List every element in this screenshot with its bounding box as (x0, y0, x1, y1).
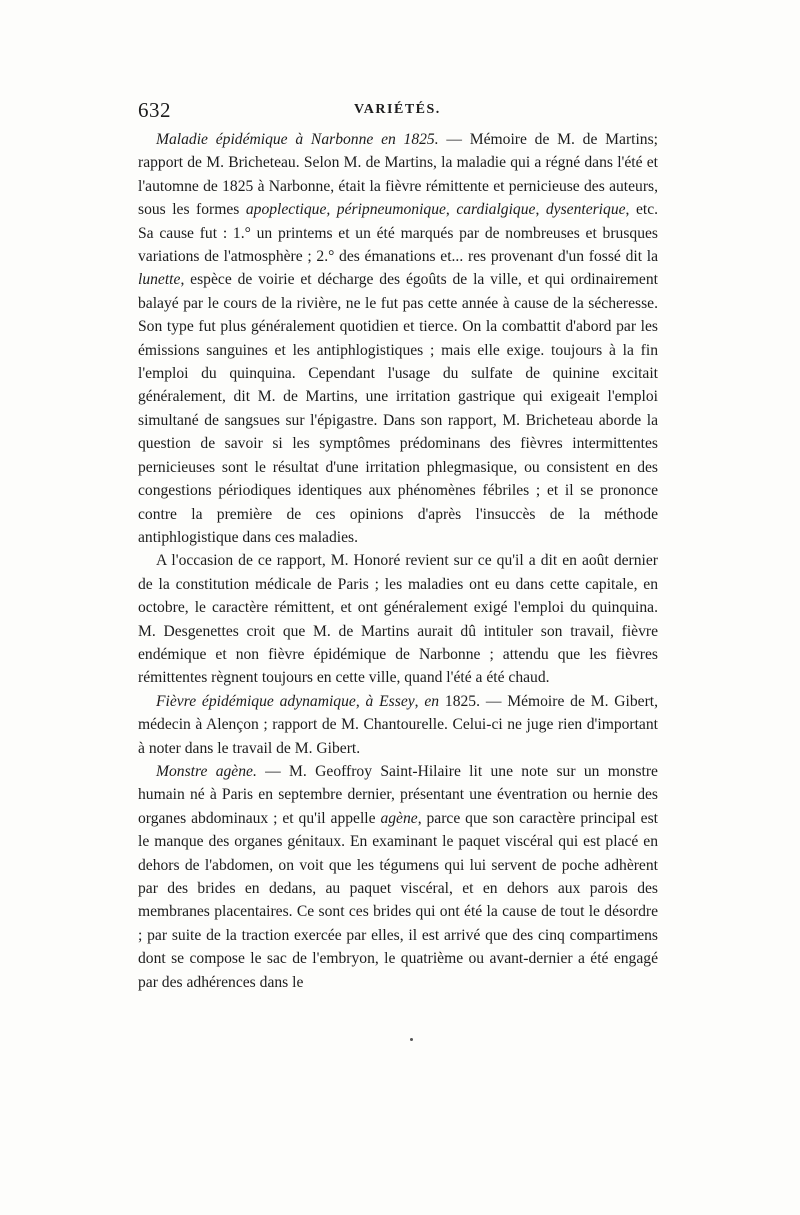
text-segment: — Mémoire de M. de Martins; rapport de M. Bricheteau. Selon M. de Martins, la maladie qui a régné dans l'été et l'automne de 1825 à Narbonne, était la fièvre rémittente et pernicieuse des auteurs, sous les formes (138, 131, 659, 219)
text-segment: , (445, 201, 457, 219)
text-segment: A l'occasion de ce rapport, M. Honoré revient sur ce qu'il a dit en août dernier de la constitution médicale de Paris ; les maladies ont eu dans cette capitale, en octobre, le caractère rémittent, et ont généralement exigé l'emploi du quinquina. M. Desgenettes croit que M. de Martins aurait dû intituler son travail, fièvre endémique et non fièvre épidémique de Narbonne ; attendu que les fièvres rémittentes règnent toujours en cette ville, quand l'été a été chaud. (138, 552, 658, 687)
running-head: VARIÉTÉS. (354, 102, 441, 117)
text-segment: , (414, 692, 425, 710)
text-segment: , espèce de voirie et décharge des égoûts de la ville, et qui ordinairement balayé par le cours de la rivière, ne le fut pas cette année à cause de la sécheresse. Son type fut plus généralement quotidien et tierce. On la combattit d'abord par les émissions sanguines et les antiphlogistiques ; mais elle exige. toujours à la fin l'emploi du quinquina. Cependant l'usage du sulfate de quinine excitait généralement, dit M. de Martins, une irritation gastrique qui exigeait l'emploi simultané de sangsues sur l'épigastre. Dans son rapport, M. Bricheteau aborde la question de savoir si les symptômes prédominans des fièvres intermittentes pernicieuses sont le résultat d'une irritation phlegmasique, ou consistent en des congestions périodiques identiques aux phénomènes fébriles ; et il se prononce contre la première de ces opinions d'après l'insuccès de la méthode antiphlogistique dans ces maladies. (138, 271, 658, 546)
paragraph-monstre (138, 760, 658, 994)
text-segment: et... res provenant d'un fossé dit (440, 248, 643, 266)
text-segment: , etc. Sa cause fut : 1.° un printems et un été marqués par de nombreuses et brusques variations de l'atmosphère ; 2.° des émanations (138, 201, 659, 266)
italic-text-segment: apoplectique, péripneumonique (245, 201, 446, 219)
ink-dot (410, 1038, 413, 1041)
text-segment: la (642, 248, 658, 266)
text-segment: , parce que son caractère principal est le manque des organes génitaux. En examinant le paquet viscéral qui est placé en dehors de l'abdomen, on voit que les tégumens qui lui servent de poche adhèrent par des brides en dedans, au paquet viscéral, et en dehors aux parois des membranes placentaires. Ce sont ces brides qui ont été la cause de tout le désordre ; par suite de la traction exercée par elles, il est arrivé que des cinq compartimens dont se compose le sac de l'embryon, le quatrième ou avant-dernier a été engagé par des adhérences dans le (138, 809, 658, 991)
italic-text-segment: agène (380, 809, 418, 827)
italic-text-segment: dysenterique (545, 201, 626, 219)
text-segment: , (355, 692, 366, 710)
body-text (138, 128, 658, 994)
page-number: 632 (138, 98, 171, 122)
italic-text-segment: à Essey (365, 692, 415, 710)
text-segment: , (535, 201, 546, 219)
italic-text-segment: cardialgique (456, 201, 536, 219)
italic-text-segment: lunette (138, 271, 181, 289)
text-segment: 1825. — Mémoire de M. Gibert, médecin à Alençon ; rapport de M. Chantourelle. Celui-ci ne juge rien d'important à noter dans le travail de M. Gibert. (138, 692, 659, 757)
page-header (138, 98, 658, 124)
paragraph-honore (138, 549, 658, 689)
italic-text-segment: en (424, 692, 440, 710)
paragraph-essey (138, 690, 658, 760)
italic-text-segment: Fièvre épidémique adynamique (156, 692, 356, 710)
paragraph-narbonne (138, 128, 658, 549)
text-segment: — M. Geoffroy Saint-Hilaire lit une note sur un monstre humain né à Paris en septembre dernier, présentant une éventration ou hernie des organes abdominaux ; et qu'il appelle (138, 762, 658, 827)
italic-text-segment: Monstre agène. (156, 762, 257, 780)
italic-text-segment: Maladie épidémique à Narbonne en 1825. (156, 131, 439, 148)
